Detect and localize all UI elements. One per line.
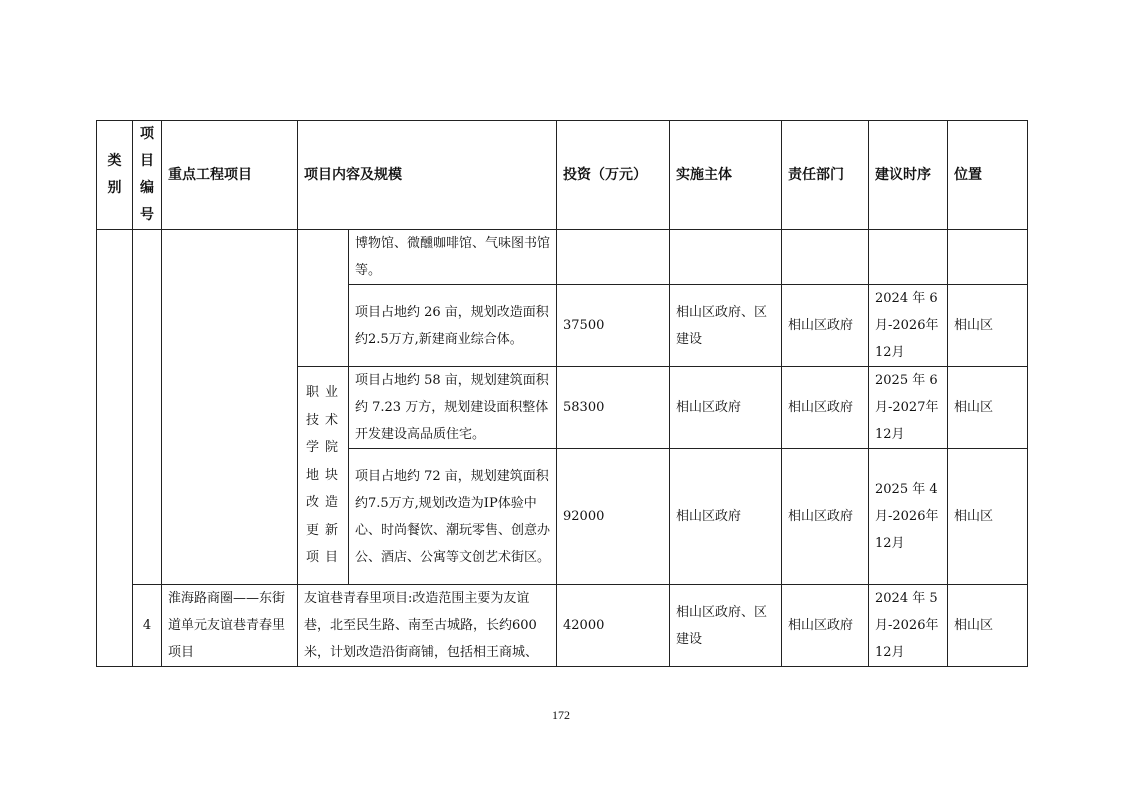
- table-row: [97, 585, 1028, 667]
- header-implementer: 实施主体: [670, 121, 782, 230]
- implementer-cell: 相山区政府、区建设: [670, 585, 782, 667]
- implementer-cell: 相山区政府: [670, 367, 782, 449]
- header-project-no: 项目编号: [133, 121, 162, 230]
- location-cell: 相山区: [948, 285, 1028, 367]
- department-cell: 相山区政府: [782, 285, 869, 367]
- sub-project-cell: 职业技术学院地块改造更新项目: [298, 367, 349, 585]
- implementer-cell: 相山区政府、区建设: [670, 285, 782, 367]
- location-cell: 相山区: [948, 585, 1028, 667]
- page-number: 172: [552, 708, 570, 722]
- implementer-cell: 相山区政府: [670, 449, 782, 585]
- project-table: [96, 120, 1028, 667]
- location-cell: 相山区: [948, 449, 1028, 585]
- schedule-cell: 2024 年 5 月-2026年 12月: [869, 585, 948, 667]
- table-row: [97, 230, 1028, 285]
- project-no-cell: 4: [133, 585, 162, 667]
- schedule-cell: [869, 230, 948, 285]
- header-schedule: 建议时序: [869, 121, 948, 230]
- category-cell: [97, 230, 133, 667]
- header-department: 责任部门: [782, 121, 869, 230]
- content-cell: 项目占地约 72 亩，规划建筑面积约7.5万方,规划改造为IP体验中心、时尚餐饮、潮玩零售、创意办公、酒店、公寓等文创艺术街区。: [349, 449, 557, 585]
- department-cell: 相山区政府: [782, 367, 869, 449]
- header-location: 位置: [948, 121, 1028, 230]
- location-cell: 相山区: [948, 367, 1028, 449]
- investment-cell: [557, 230, 670, 285]
- key-project-cell: 淮海路商圈——东街道单元友谊巷青春里项目: [162, 585, 298, 667]
- investment-cell: 58300: [557, 367, 670, 449]
- content-cell: 项目占地约 26 亩，规划改造面积约2.5万方,新建商业综合体。: [349, 285, 557, 367]
- project-no-cell: [133, 230, 162, 585]
- department-cell: 相山区政府: [782, 449, 869, 585]
- content-cell: 博物馆、微醺咖啡馆、气味图书馆等。: [349, 230, 557, 285]
- content-cell: 友谊巷青春里项目:改造范围主要为友谊巷，北至民生路、南至古城路，长约600米，计划改造沿街商铺，包括相王商城、: [298, 585, 557, 667]
- sub-project-cell-empty: [298, 230, 349, 367]
- schedule-cell: 2024 年 6 月-2026年 12月: [869, 285, 948, 367]
- schedule-cell: 2025 年 4 月-2026年 12月: [869, 449, 948, 585]
- header-row: [97, 121, 1028, 230]
- department-cell: 相山区政府: [782, 585, 869, 667]
- location-cell: [948, 230, 1028, 285]
- header-category: 类别: [97, 121, 133, 230]
- investment-cell: 92000: [557, 449, 670, 585]
- header-investment: 投资（万元）: [557, 121, 670, 230]
- department-cell: [782, 230, 869, 285]
- investment-cell: 42000: [557, 585, 670, 667]
- header-key-project: 重点工程项目: [162, 121, 298, 230]
- investment-cell: 37500: [557, 285, 670, 367]
- header-content: 项目内容及规模: [298, 121, 557, 230]
- implementer-cell: [670, 230, 782, 285]
- content-cell: 项目占地约 58 亩，规划建筑面积约 7.23 万方，规划建设面积整体开发建设高品质住宅。: [349, 367, 557, 449]
- key-project-cell: [162, 230, 298, 585]
- schedule-cell: 2025 年 6 月-2027年 12月: [869, 367, 948, 449]
